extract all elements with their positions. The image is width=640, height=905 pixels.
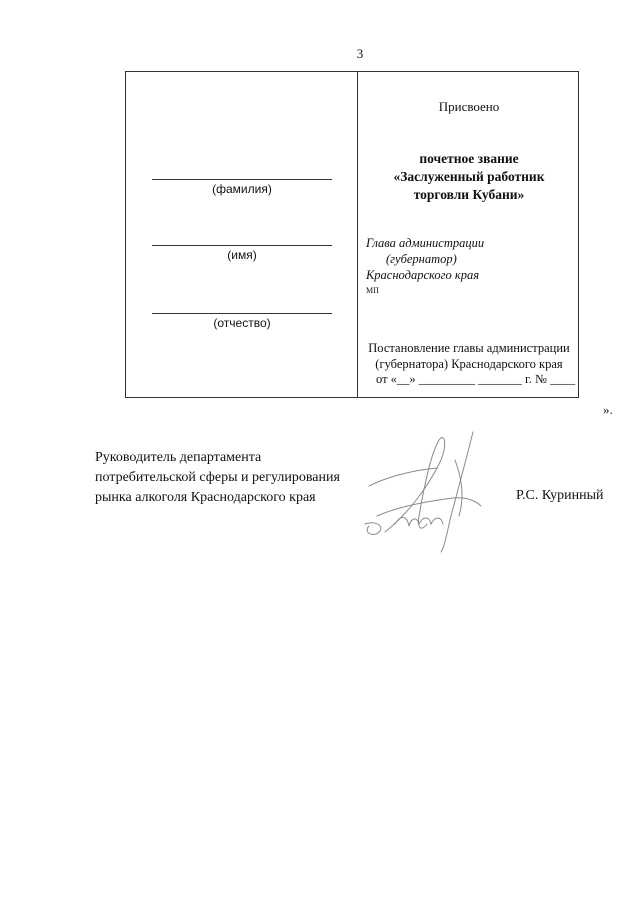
- patronymic-caption: (отчество): [213, 316, 271, 330]
- decree-line: Постановление главы администрации: [368, 341, 570, 355]
- decree-reference: [358, 340, 580, 372]
- closing-quote: ».: [603, 402, 613, 417]
- name-line: [152, 245, 332, 246]
- certificate-form: [125, 71, 579, 398]
- position-line: рынка алкоголя Краснодарского края: [95, 490, 316, 505]
- name-caption: (имя): [227, 248, 257, 262]
- patronymic-line: [152, 313, 332, 314]
- assigned-label: Присвоено: [438, 99, 500, 114]
- footer-position: [95, 448, 385, 508]
- decree-line: (губернатора) Краснодарского края: [375, 357, 563, 371]
- position-line: Руководитель департамента: [95, 450, 262, 465]
- honorary-title-line: торговли Кубани»: [413, 187, 525, 202]
- governor-label-line: Глава администрации: [366, 236, 485, 250]
- page-number: 3: [356, 46, 364, 61]
- signer-name: Р.С. Куринный: [516, 488, 604, 503]
- honorary-title-line: почетное звание: [419, 151, 519, 166]
- surname-caption: (фамилия): [212, 182, 272, 196]
- position-line: потребительской сферы и регулирования: [95, 470, 340, 485]
- handwritten-signature: [355, 420, 495, 555]
- honorary-title-line: «Заслуженный работник: [393, 169, 545, 184]
- governor-signature-label: [366, 235, 576, 299]
- governor-label-line: (губернатор): [386, 252, 457, 266]
- governor-label-line: Краснодарского края: [366, 268, 480, 282]
- surname-line: [152, 179, 332, 180]
- seal-mark: МП: [366, 286, 379, 295]
- honorary-title: [358, 150, 580, 204]
- decree-date-line: от «__» _________ _______ г. № ____: [376, 372, 576, 386]
